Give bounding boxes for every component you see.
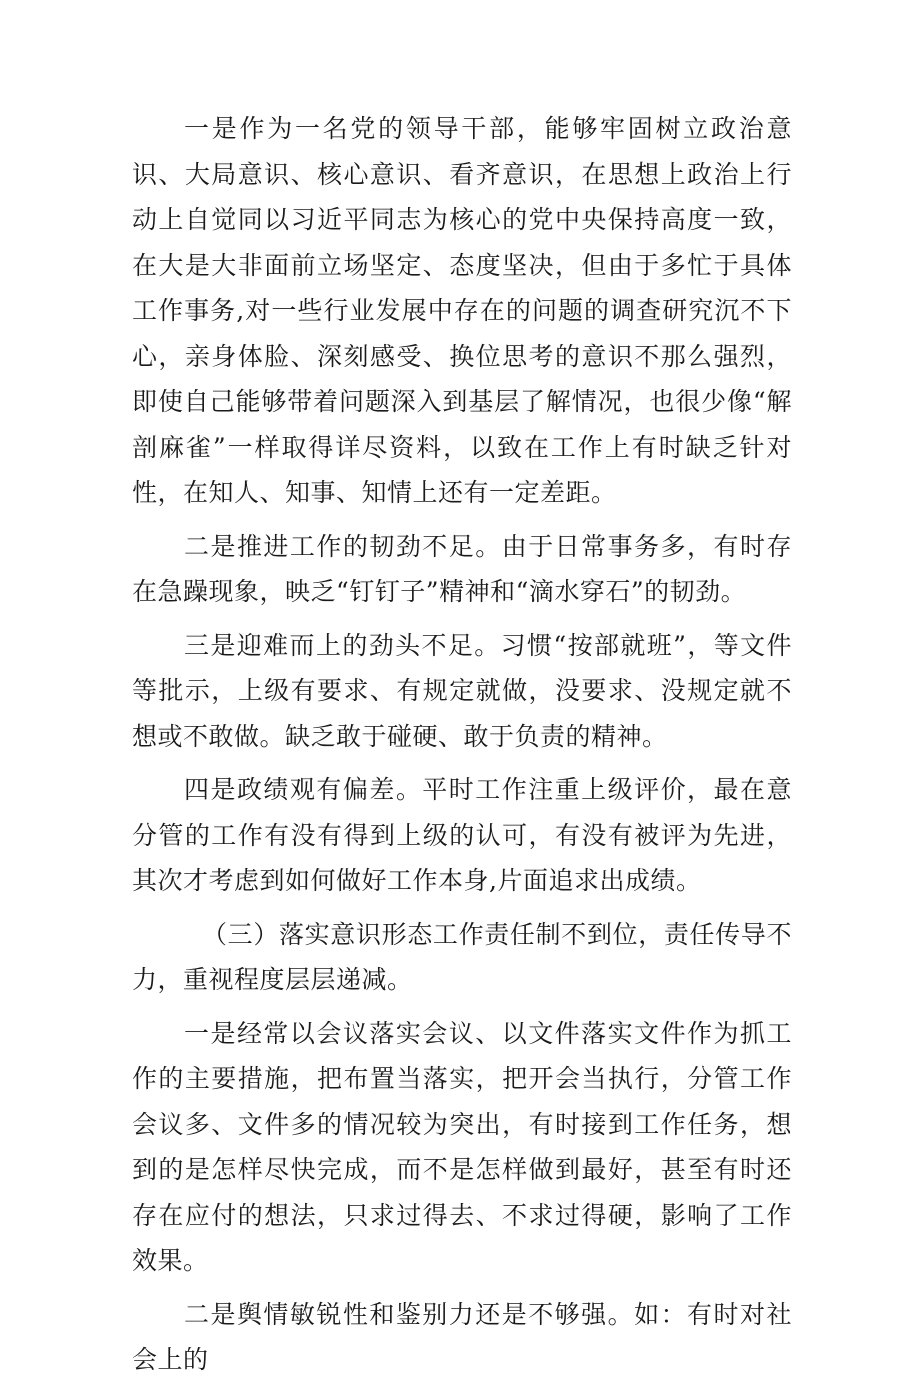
paragraph-3: 三是迎难而上的劲头不足。习惯“按部就班”，等文件等批示，上级有要求、有规定就做，没要求、没规定就不想或不敢做。缺乏敢于碰硬、敢于负责的精神。	[132, 630, 792, 751]
paragraph-6: 一是经常以会议落实会议、以文件落实文件作为抓工作的主要措施，把布置当落实，把开会当执行，分管工作会议多、文件多的情况较为突出，有时接到工作任务，想到的是怎样尽快完成，而不是怎样做到最好，甚至有时还存在应付的想法，只求过得去、不求过得硬，影响了工作效果。	[132, 1018, 792, 1275]
paragraph-1: 一是作为一名党的领导干部，能够牢固树立政治意识、大局意识、核心意识、看齐意识，在思想上政治上行动上自觉同以习近平同志为核心的党中央保持高度一致，在大是大非面前立场坚定、态度坚决，但由于多忙于具体工作事务,对一些行业发展中存在的问题的调查研究沉不下心，亲身体脸、深刻感受、换位思考的意识不那么强烈，即使自己能够带着问题深入到基层了解情况，也很少像“解剖麻雀”一样取得详尽资料，以致在工作上有时缺乏针对性，在知人、知事、知情上还有一定差距。	[132, 114, 792, 507]
paragraph-7: 二是舆情敏锐性和鉴别力还是不够强。如：有时对社会上的	[132, 1299, 792, 1374]
paragraph-4: 四是政绩观有偏差。平时工作注重上级评价，最在意分管的工作有没有得到上级的认可，有没有被评为先进，其次才考虑到如何做好工作本身,片面追求出成绩。	[132, 775, 792, 895]
paragraph-2: 二是推进工作的韧劲不足。由于日常事务多，有时存在急躁现象，映乏“钉钉子”精神和“滴水穿石”的韧劲。	[132, 531, 792, 606]
section-heading-3: （三）落实意识形态工作责任制不到位，责任传导不力，重视程度层层递减。	[132, 919, 792, 994]
document-body	[132, 106, 792, 1391]
